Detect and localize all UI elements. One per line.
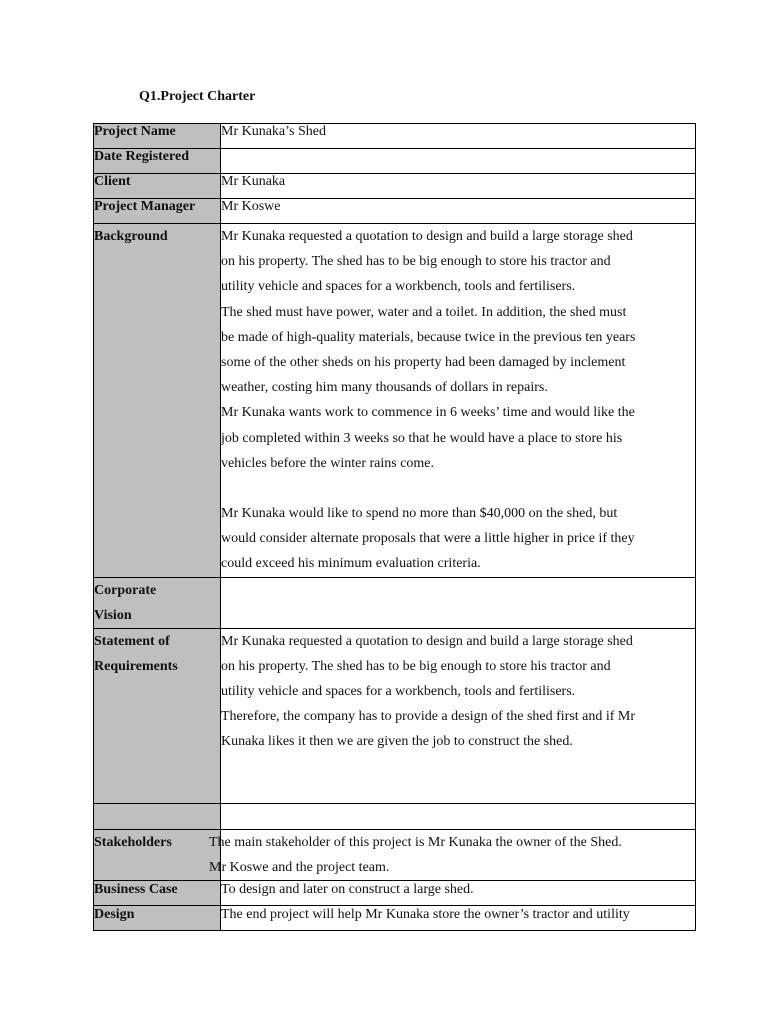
label-empty (94, 803, 221, 829)
stakeholders-line: Mr Koswe and the project team. (209, 859, 390, 875)
label-line: Requirements (94, 658, 178, 674)
requirements-line: utility vehicle and spaces for a workbench, tools and fertilisers. (221, 684, 576, 700)
label-project-name: Project Name (94, 124, 221, 149)
value-project-name: Mr Kunaka’s Shed (221, 124, 696, 149)
label-line: Statement of (94, 633, 170, 649)
paragraph-gap (221, 476, 695, 501)
value-project-manager: Mr Koswe (221, 199, 696, 224)
table-row-corporate-vision (94, 577, 696, 628)
table-row-stakeholders (94, 829, 696, 880)
table-row-business-case (94, 880, 696, 905)
value-stakeholders (209, 829, 696, 880)
value-date-registered (221, 149, 696, 174)
table-row-project-name (94, 124, 696, 149)
background-line: could exceed his minimum evaluation criteria. (221, 556, 481, 572)
label-line: Vision (94, 607, 132, 623)
background-line: Mr Kunaka requested a quotation to design and build a large storage shed (221, 229, 633, 244)
value-design: The end project will help Mr Kunaka store the owner’s tractor and utility (221, 905, 696, 930)
table-row-background (94, 224, 696, 578)
table-row-design (94, 905, 696, 930)
background-line: job completed within 3 weeks so that he would have a place to store his (221, 430, 623, 446)
background-line: weather, costing him many thousands of dollars in repairs. (221, 380, 548, 396)
value-client: Mr Kunaka (221, 174, 696, 199)
label-stakeholders: Stakeholders (94, 829, 221, 880)
document-heading: Q1.Project Charter (139, 89, 256, 104)
table-row-client (94, 174, 696, 199)
table-row-empty (94, 803, 696, 829)
background-line: utility vehicle and spaces for a workbench, tools and fertilisers. (221, 279, 576, 295)
label-date-registered: Date Registered (94, 149, 221, 174)
background-line: The shed must have power, water and a toilet. In addition, the shed must (221, 304, 627, 320)
requirements-line: Therefore, the company has to provide a design of the shed first and if Mr (221, 709, 636, 725)
table-row-statement-of-requirements (94, 628, 696, 803)
background-line: be made of high-quality materials, because twice in the previous ten years (221, 329, 636, 345)
background-line: Mr Kunaka would like to spend no more than $40,000 on the shed, but (221, 506, 618, 522)
value-empty (221, 803, 696, 829)
label-client: Client (94, 174, 221, 199)
background-line: Mr Kunaka wants work to commence in 6 weeks’ time and would like the (221, 405, 635, 421)
label-background: Background (94, 224, 221, 578)
value-statement-of-requirements (221, 628, 696, 803)
background-line: vehicles before the winter rains come. (221, 455, 435, 471)
project-charter-table (93, 123, 696, 931)
requirements-line: Kunaka likes it then we are given the job to construct the shed. (221, 734, 573, 750)
background-line: some of the other sheds on his property had been damaged by inclement (221, 355, 626, 371)
background-line: would consider alternate proposals that were a little higher in price if they (221, 531, 635, 547)
value-business-case: To design and later on construct a large shed. (221, 880, 696, 905)
table-row-project-manager (94, 199, 696, 224)
label-line: Corporate (94, 582, 157, 598)
label-project-manager: Project Manager (94, 199, 221, 224)
label-corporate-vision (94, 577, 221, 628)
label-design: Design (94, 905, 221, 930)
table-row-date-registered (94, 149, 696, 174)
value-background (221, 224, 696, 578)
background-line: on his property. The shed has to be big enough to store his tractor and (221, 254, 611, 270)
label-statement-of-requirements (94, 628, 221, 803)
requirements-line: on his property. The shed has to be big enough to store his tractor and (221, 658, 611, 674)
label-business-case: Business Case (94, 880, 221, 905)
requirements-line: Mr Kunaka requested a quotation to design and build a large storage shed (221, 633, 633, 649)
stakeholders-line: The main stakeholder of this project is Mr Kunaka the owner of the Shed. (209, 834, 622, 850)
value-corporate-vision (221, 577, 696, 628)
